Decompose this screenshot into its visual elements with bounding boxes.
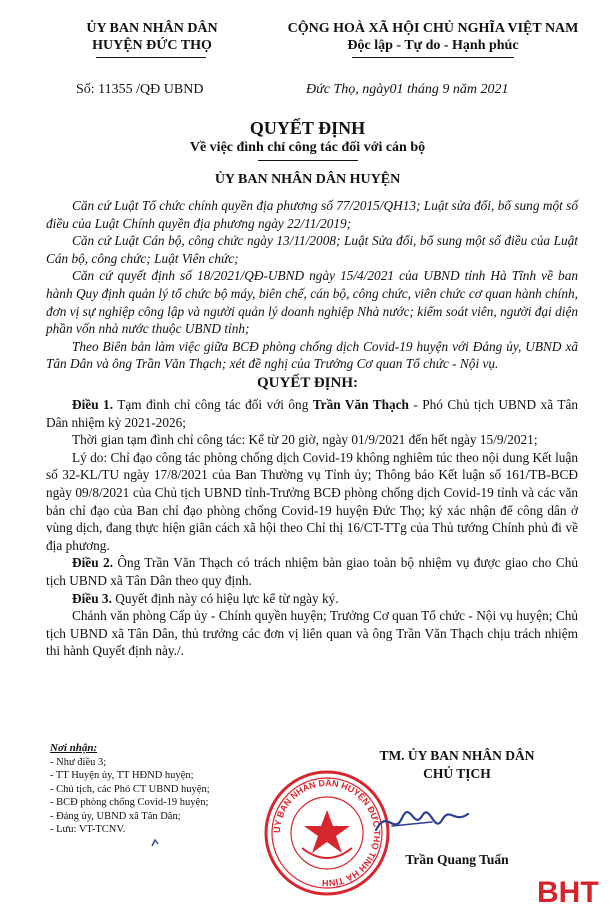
- preamble-item: Căn cứ quyết định số 18/2021/QĐ-UBND ngày 15/4/2021 của UBND tỉnh Hà Tĩnh về ban hành Quy định quản lý tổ chức bộ máy, biên chế, cán bộ, công chức, viên chức cơ quan hành chính, đơn vị sự nghiệp công lập và người quản lý doanh nghiệp Nhà nước; kiểm soát viên, người đại diện phần vốn nhà nước thuộc UBND tỉnh;: [46, 268, 578, 337]
- recipients-block: [50, 742, 290, 837]
- preamble: [46, 197, 578, 373]
- article-3: [46, 590, 578, 608]
- national-motto: Độc lập - Tự do - Hạnh phúc: [347, 38, 519, 53]
- article-1: [46, 396, 578, 431]
- logo-text: BHT: [537, 876, 599, 908]
- national-header: [268, 20, 598, 54]
- article-2-text: Ông Trần Văn Thạch có trách nhiệm bàn giao toàn bộ nhiệm vụ được giao cho Chủ tịch UBND xã Tân Dân theo quy định.: [46, 555, 578, 588]
- article-1-label: Điều 1.: [72, 397, 114, 412]
- motto-underline: [352, 57, 514, 58]
- newspaper-logo-icon: [535, 872, 605, 908]
- recipient-item: - Chủ tịch, các Phó CT UBND huyện;: [50, 783, 210, 795]
- article-1-period: Thời gian tạm đình chỉ công tác: Kể từ 20 giờ, ngày 01/9/2021 đến hết ngày 15/9/2021;: [72, 432, 538, 448]
- signatory-position: CHỦ TỊCH: [423, 766, 491, 781]
- article-3-executors: Chánh văn phòng Cấp ủy - Chính quyền huyện; Trưởng Cơ quan Tổ chức - Nội vụ huyện; Chủ tịch UBND xã Tân Dân, thủ trưởng các đơn vị liên quan và ông Trần Văn Thạch chịu trách nhiệm thi hành Quyết định này./.: [46, 608, 578, 659]
- handwritten-signature-icon: [372, 800, 472, 840]
- recipient-item: - TT Huyện ủy, TT HĐND huyện;: [50, 770, 194, 781]
- article-3-label: Điều 3.: [72, 590, 112, 606]
- recipients-label: Nơi nhận:: [50, 742, 98, 754]
- preamble-item: Căn cứ Luật Tổ chức chính quyền địa phương số 77/2015/QH13; Luật sửa đổi, bổ sung một số điều của Luật Chính quyền địa phương ngày 22/11/2019;: [46, 198, 578, 231]
- preamble-item: Theo Biên bản làm việc giữa BCĐ phòng chống dịch Covid-19 huyện với Đảng ủy, UBND xã Tân Dân và ông Trần Văn Thạch; xét đề nghị của Trưởng Cơ quan Tổ chức - Nội vụ.: [46, 338, 578, 372]
- issuing-body: ỦY BAN NHÂN DÂN HUYỆN: [214, 172, 401, 187]
- document-subject: Về việc đình chỉ công tác đối với cán bộ: [189, 140, 426, 155]
- document-number: Số: 11355 /QĐ UBND: [76, 82, 204, 97]
- article-2-label: Điều 2.: [72, 555, 113, 571]
- preamble-item: Căn cứ Luật Cán bộ, công chức ngày 13/11/2008; Luật Sửa đổi, bổ sung một số điều của Luật Cán bộ, công chức; Luật Viên chức;: [46, 233, 578, 266]
- recipient-item: - Lưu: VT-TCNV.: [50, 824, 126, 835]
- article-1-text-b: - Phó Chủ tịch UBND xã Tân Dân nhiệm kỳ 2021-2026;: [46, 397, 578, 430]
- article-1-reason: Lý do: Chỉ đạo công tác phòng chống dịch Covid-19 không nghiêm túc theo nội dung Kết luận số 32-KL/TU ngày 17/8/2021 của Ban Thường vụ Tỉnh ủy; Thông báo Kết luận số 161/TB-BCĐ ngày 09/8/2021 của Chủ tịch UBND tỉnh-Trưởng BCĐ phòng chống dịch Covid-19 tỉnh và các văn bản chỉ đạo của Ban chỉ đạo phòng chống Covid-19 huyện Đức Thọ; ký xác nhận để công dân ở vùng dịch, đang thực hiện giãn cách xã hội theo Chỉ thị 16/CT-TTg của Thủ tướng Chính phủ đi về địa phương.: [46, 449, 578, 553]
- signatory-title: TM. ỦY BAN NHÂN DÂN: [379, 748, 535, 763]
- article-3-text: Quyết định này có hiệu lực kể từ ngày ký.: [111, 590, 339, 606]
- decision-articles: [46, 396, 578, 660]
- recipient-item: - Như điều 3;: [50, 756, 107, 768]
- national-title: CỘNG HOÀ XÃ HỘI CHỦ NGHĨA VIỆT NAM: [287, 21, 579, 36]
- recipient-item: - Đảng ủy, UBND xã Tân Dân;: [50, 810, 181, 822]
- document-date: Đức Thọ, ngày01 tháng 9 năm 2021: [306, 82, 509, 97]
- subject-underline: [258, 160, 358, 161]
- article-1-text-a: Tạm đình chỉ công tác đối với ông: [113, 397, 313, 412]
- seal-text: ỦY BAN NHÂN DÂN HUYỆN ĐỨC THỌ TỈNH HÀ TĨNH: [271, 777, 383, 889]
- issuer-line-1: ỦY BAN NHÂN DÂN: [86, 21, 218, 36]
- article-2: [46, 554, 578, 589]
- signatory-name: Trần Quang Tuấn: [405, 852, 509, 867]
- article-1-person: Trần Văn Thạch: [312, 397, 409, 412]
- document-title: QUYẾT ĐỊNH: [249, 118, 366, 138]
- issuer-header: [52, 20, 252, 54]
- issuer-underline: [96, 57, 206, 58]
- decision-heading: QUYẾT ĐỊNH:: [257, 375, 358, 391]
- recipient-item: - BCĐ phòng chống Covid-19 huyện;: [50, 797, 209, 808]
- issuer-line-2: HUYỆN ĐỨC THỌ: [92, 38, 212, 53]
- pen-mark-icon: [150, 838, 160, 848]
